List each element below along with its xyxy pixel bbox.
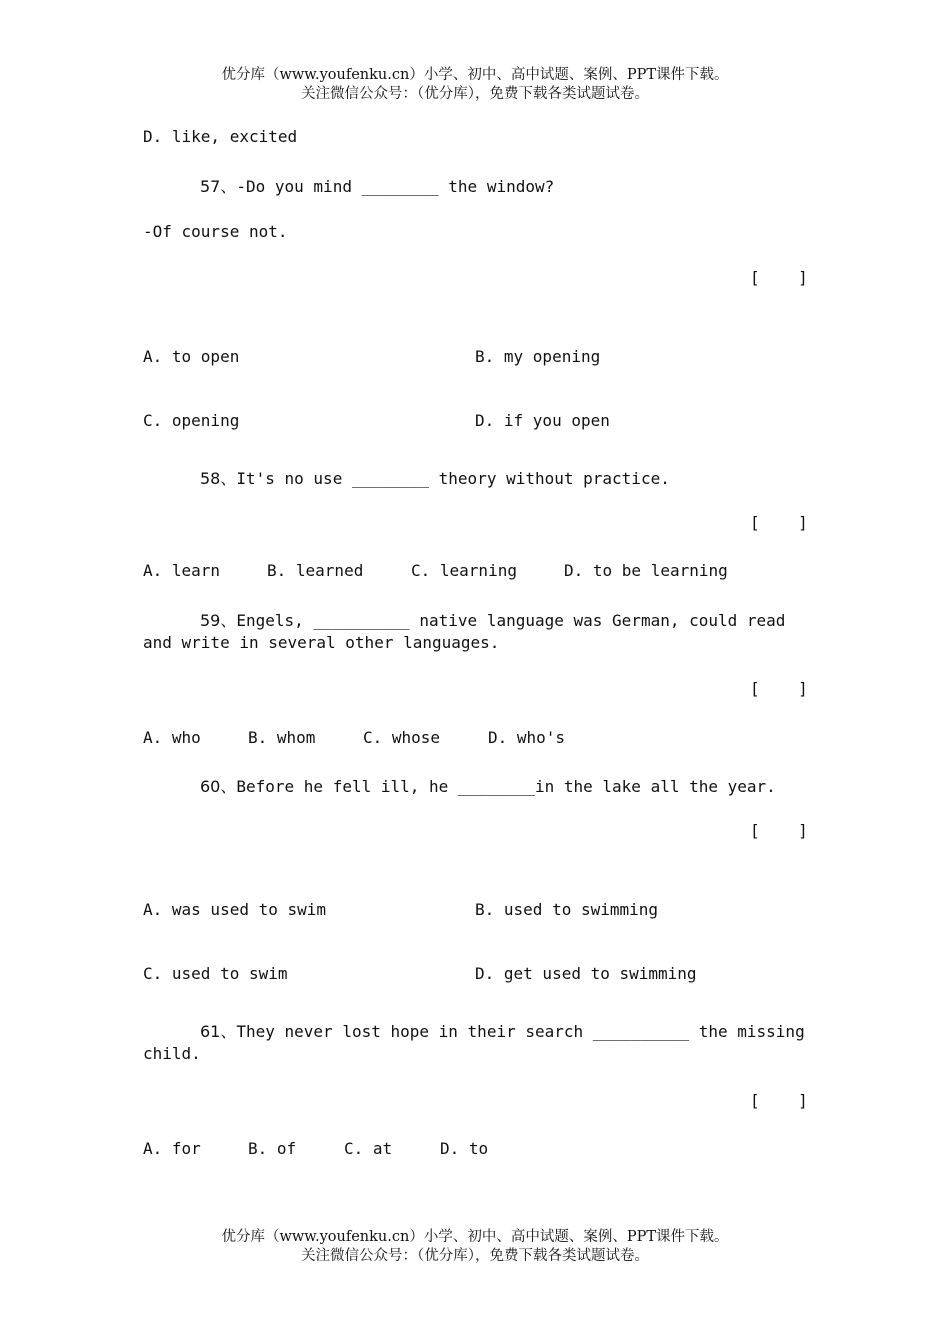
q57-number: 57	[200, 177, 221, 196]
q61-stem-text: 、They never lost hope in their search __________ the missing	[220, 1022, 805, 1041]
q57-answer-bracket: [ ]	[750, 268, 808, 287]
q61-option-a: A. for	[143, 1139, 201, 1158]
q59-option-c: C. whose	[363, 728, 441, 747]
q60-answer-bracket: [ ]	[750, 821, 808, 840]
q58-option-b: B. learned	[267, 561, 364, 580]
q61-option-d: D. to	[440, 1139, 489, 1158]
q57-option-b: B. my opening	[475, 347, 601, 366]
q57-reply: -Of course not.	[143, 222, 288, 241]
q59-stem-line-1	[200, 608, 785, 631]
q59-option-b: B. whom	[248, 728, 316, 747]
q58-answer-bracket: [ ]	[750, 513, 808, 532]
q61-stem-line-2: child.	[143, 1044, 201, 1063]
header-line-2: 关注微信公众号：（优分库），免费下载各类试题试卷。	[301, 86, 649, 102]
q58-option-c: C. learning	[411, 561, 517, 580]
q60-stem-text: 、Before he fell ill, he ________in the lake all the year.	[220, 777, 776, 796]
q59-option-a: A. who	[143, 728, 201, 747]
q57-option-d: D. if you open	[475, 411, 610, 430]
q57-option-c: C. opening	[143, 411, 240, 430]
q58-option-d: D. to be learning	[564, 561, 728, 580]
q59-option-d: D. who's	[488, 728, 566, 747]
q61-option-c: C. at	[344, 1139, 393, 1158]
q60-option-c: C. used to swim	[143, 964, 288, 983]
q58-stem-text: 、It's no use ________ theory without practice.	[220, 469, 670, 488]
q60-number: 60	[200, 777, 221, 796]
q61-number: 61	[200, 1022, 221, 1041]
footer-line-1: 优分库（www.youfenku.cn）小学、初中、高中试题、案例、PPT课件下载。	[221, 1229, 729, 1245]
q59-stem-line-2: and write in several other languages.	[143, 633, 500, 652]
q58-number: 58	[200, 469, 221, 488]
q57-stem-text: 、-Do you mind ________ the window?	[220, 177, 555, 196]
q57-option-a: A. to open	[143, 347, 240, 366]
q59-answer-bracket: [ ]	[750, 679, 808, 698]
q61-stem-line-1	[200, 1019, 805, 1042]
q60-option-d: D. get used to swimming	[475, 964, 697, 983]
q58-stem	[200, 466, 670, 489]
q59-number: 59	[200, 611, 221, 630]
q56-option-d: D. like, excited	[143, 127, 298, 146]
header-line-1: 优分库（www.youfenku.cn）小学、初中、高中试题、案例、PPT课件下载。	[221, 67, 729, 83]
q58-option-a: A. learn	[143, 561, 221, 580]
q57-stem	[200, 174, 554, 197]
q60-option-a: A. was used to swim	[143, 900, 327, 919]
q60-option-b: B. used to swimming	[475, 900, 659, 919]
q61-option-b: B. of	[248, 1139, 297, 1158]
footer-line-2: 关注微信公众号：（优分库），免费下载各类试题试卷。	[301, 1248, 649, 1264]
q60-stem	[200, 774, 776, 797]
q61-answer-bracket: [ ]	[750, 1091, 808, 1110]
q59-stem-text: 、Engels, __________ native language was German, could read	[220, 611, 786, 630]
